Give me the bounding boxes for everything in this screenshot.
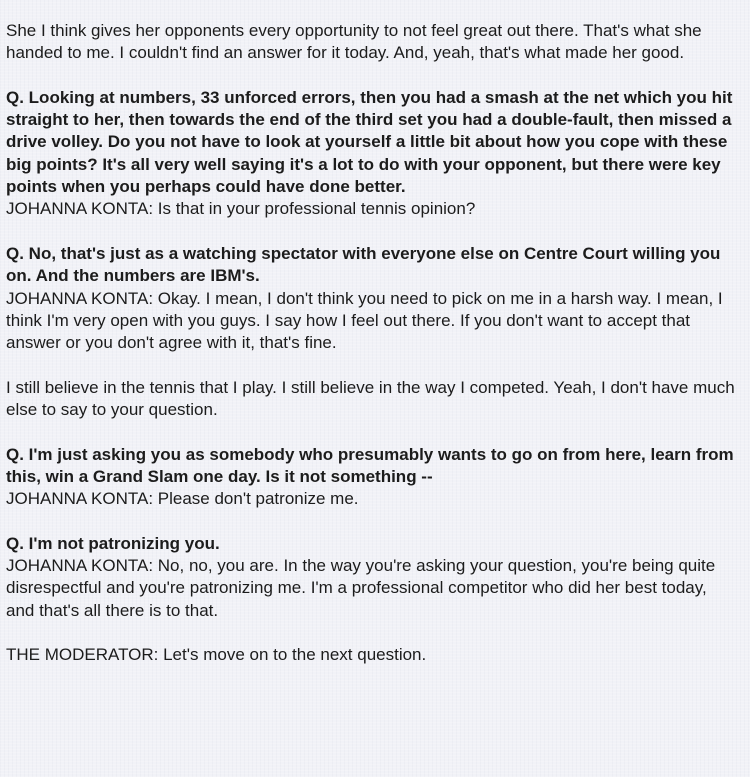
qa-block-3 bbox=[6, 444, 738, 511]
question-text: Q. I'm not patronizing you. bbox=[6, 533, 220, 553]
moderator-block bbox=[6, 644, 738, 666]
answer-block-1 bbox=[6, 20, 738, 65]
answer-text: JOHANNA KONTA: Is that in your professional tennis opinion? bbox=[6, 199, 476, 219]
answer-paragraph: She I think gives her opponents every opportunity to not feel great out there. That's what she handed to me. I couldn't find an answer for it today. And, yeah, that's what made her good. bbox=[6, 21, 702, 63]
answer-text: JOHANNA KONTA: Okay. I mean, I don't think you need to pick on me in a harsh way. I mean, I think I'm very open with you guys. I say how I feel out there. If you don't want to accept that answer or you don't agree with it, that's fine. bbox=[6, 288, 723, 353]
answer-paragraph: I still believe in the tennis that I play. I still believe in the way I competed. Yeah, I don't have much else to say to your question. bbox=[6, 377, 735, 420]
answer-text: JOHANNA KONTA: No, no, you are. In the way you're asking your question, you're being quite disrespectful and you're patronizing me. I'm a professional competitor who did her best today, and that's all there is to that. bbox=[6, 556, 716, 620]
question-text: Q. Looking at numbers, 33 unforced errors, then you had a smash at the net which you hit straight to her, then towards the end of the third set you had a double-fault, then missed a drive volley. Do you not have to look at yourself a little bit about how you cope with these big points? It's all very well saying it's a lot to do with your opponent, but there were key points when you perhaps could have done better. bbox=[6, 87, 733, 197]
moderator-text: THE MODERATOR: Let's move on to the next question. bbox=[6, 645, 427, 665]
question-text: Q. No, that's just as a watching spectator with everyone else on Centre Court willing you on. And the numbers are IBM's. bbox=[6, 243, 721, 286]
answer-text: JOHANNA KONTA: Please don't patronize me. bbox=[6, 489, 359, 509]
qa-block-1 bbox=[6, 87, 738, 221]
qa-block-4 bbox=[6, 533, 738, 622]
question-text: Q. I'm just asking you as somebody who presumably wants to go on from here, learn from this, win a Grand Slam one day. Is it not something -- bbox=[6, 444, 734, 486]
qa-block-2 bbox=[6, 243, 738, 354]
answer-block-2 bbox=[6, 377, 738, 422]
